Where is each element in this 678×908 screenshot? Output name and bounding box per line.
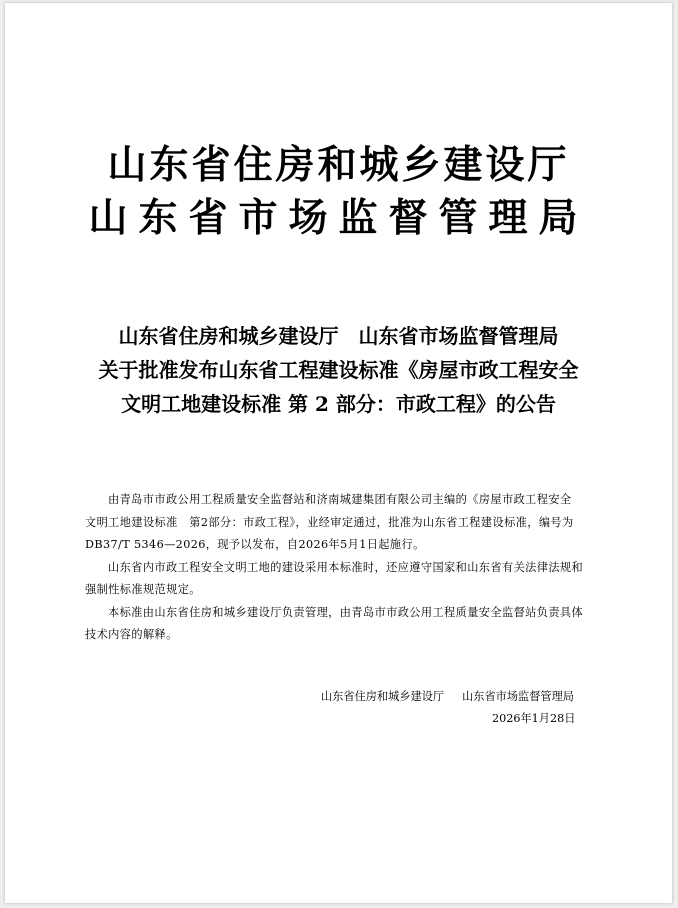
signature-date: 2026年1月28日	[492, 712, 576, 725]
announcement-body	[85, 489, 605, 647]
issuer-heading-1: 山东省住房和城乡建设厅	[107, 142, 570, 188]
paragraph-3-line-2: 技术内容的解释。	[85, 628, 178, 641]
signature-block	[321, 686, 574, 708]
paragraph-1-line-1: 由青岛市市政公用工程质量安全监督站和济南城建集团有限公司主编的《房屋市政工程安全	[108, 493, 572, 506]
signature-org-2: 山东省市场监督管理局	[462, 690, 574, 703]
paragraph-2-line-1: 山东省内市政工程安全文明工地的建设采用本标准时，还应遵守国家和山东省有关法律法规和	[108, 560, 584, 574]
document-page	[5, 3, 672, 903]
title-line-2: 关于批准发布山东省工程建设标准《房屋市政工程安全	[98, 358, 579, 382]
paragraph-3-line-1: 本标准由山东省住房和城乡建设厅负责管理，由青岛市市政公用工程质量安全监督站负责具体	[108, 605, 584, 619]
title-line-3: 文明工地建设标准 第 2 部分：市政工程》的公告	[121, 392, 556, 416]
signature-org-1: 山东省住房和城乡建设厅	[321, 690, 445, 703]
paragraph-2-line-2: 强制性标准规范规定。	[85, 583, 201, 596]
paragraph-1-line-2: 文明工地建设标准 第2部分：市政工程》，业经审定通过，批准为山东省工程建设标准，编号为	[85, 515, 574, 529]
title-line-1: 山东省住房和城乡建设厅 山东省市场监督管理局	[118, 324, 559, 348]
announcement-title	[5, 319, 672, 421]
paragraph-1-line-3: DB37/T 5346—2026，现予以发布，自2026年5月1日起施行。	[85, 538, 425, 551]
issuer-heading-2: 山东省市场监督管理局	[88, 195, 589, 241]
